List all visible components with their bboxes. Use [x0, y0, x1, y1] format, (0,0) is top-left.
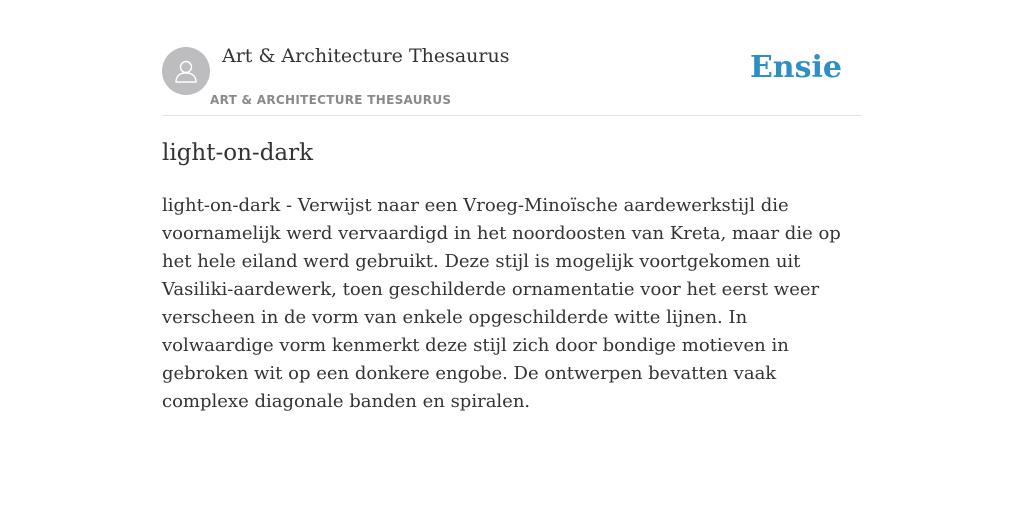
- source-title[interactable]: Art & Architecture Thesaurus: [222, 45, 510, 67]
- brand-logo[interactable]: Ensie: [749, 50, 842, 85]
- entry-header: [162, 0, 862, 116]
- user-icon: [171, 56, 201, 86]
- source-subtitle[interactable]: ART & ARCHITECTURE THESAURUS: [210, 93, 452, 107]
- definition-text: light-on-dark - Verwijst naar een Vroeg-Minoïsche aardewerkstijl die voornamelijk werd vervaardigd in het noordoosten van Kreta, maar die op het hele eiland werd gebruikt. Deze stijl is mogelijk voortgekomen uit Vasiliki-aardewerk, toen geschilderde ornamentatie voor het eerst weer verscheen in de vorm van enkele opgeschilderde witte lijnen. In volwaardige vorm kenmerkt deze stijl zich door bondige motieven in gebroken wit op een donkere engobe. De ontwerpen bevatten vaak complexe diagonale banden en spiralen.: [162, 195, 841, 412]
- entry-card: [162, 0, 862, 412]
- avatar[interactable]: [162, 47, 210, 95]
- page-title: light-on-dark: [162, 140, 314, 166]
